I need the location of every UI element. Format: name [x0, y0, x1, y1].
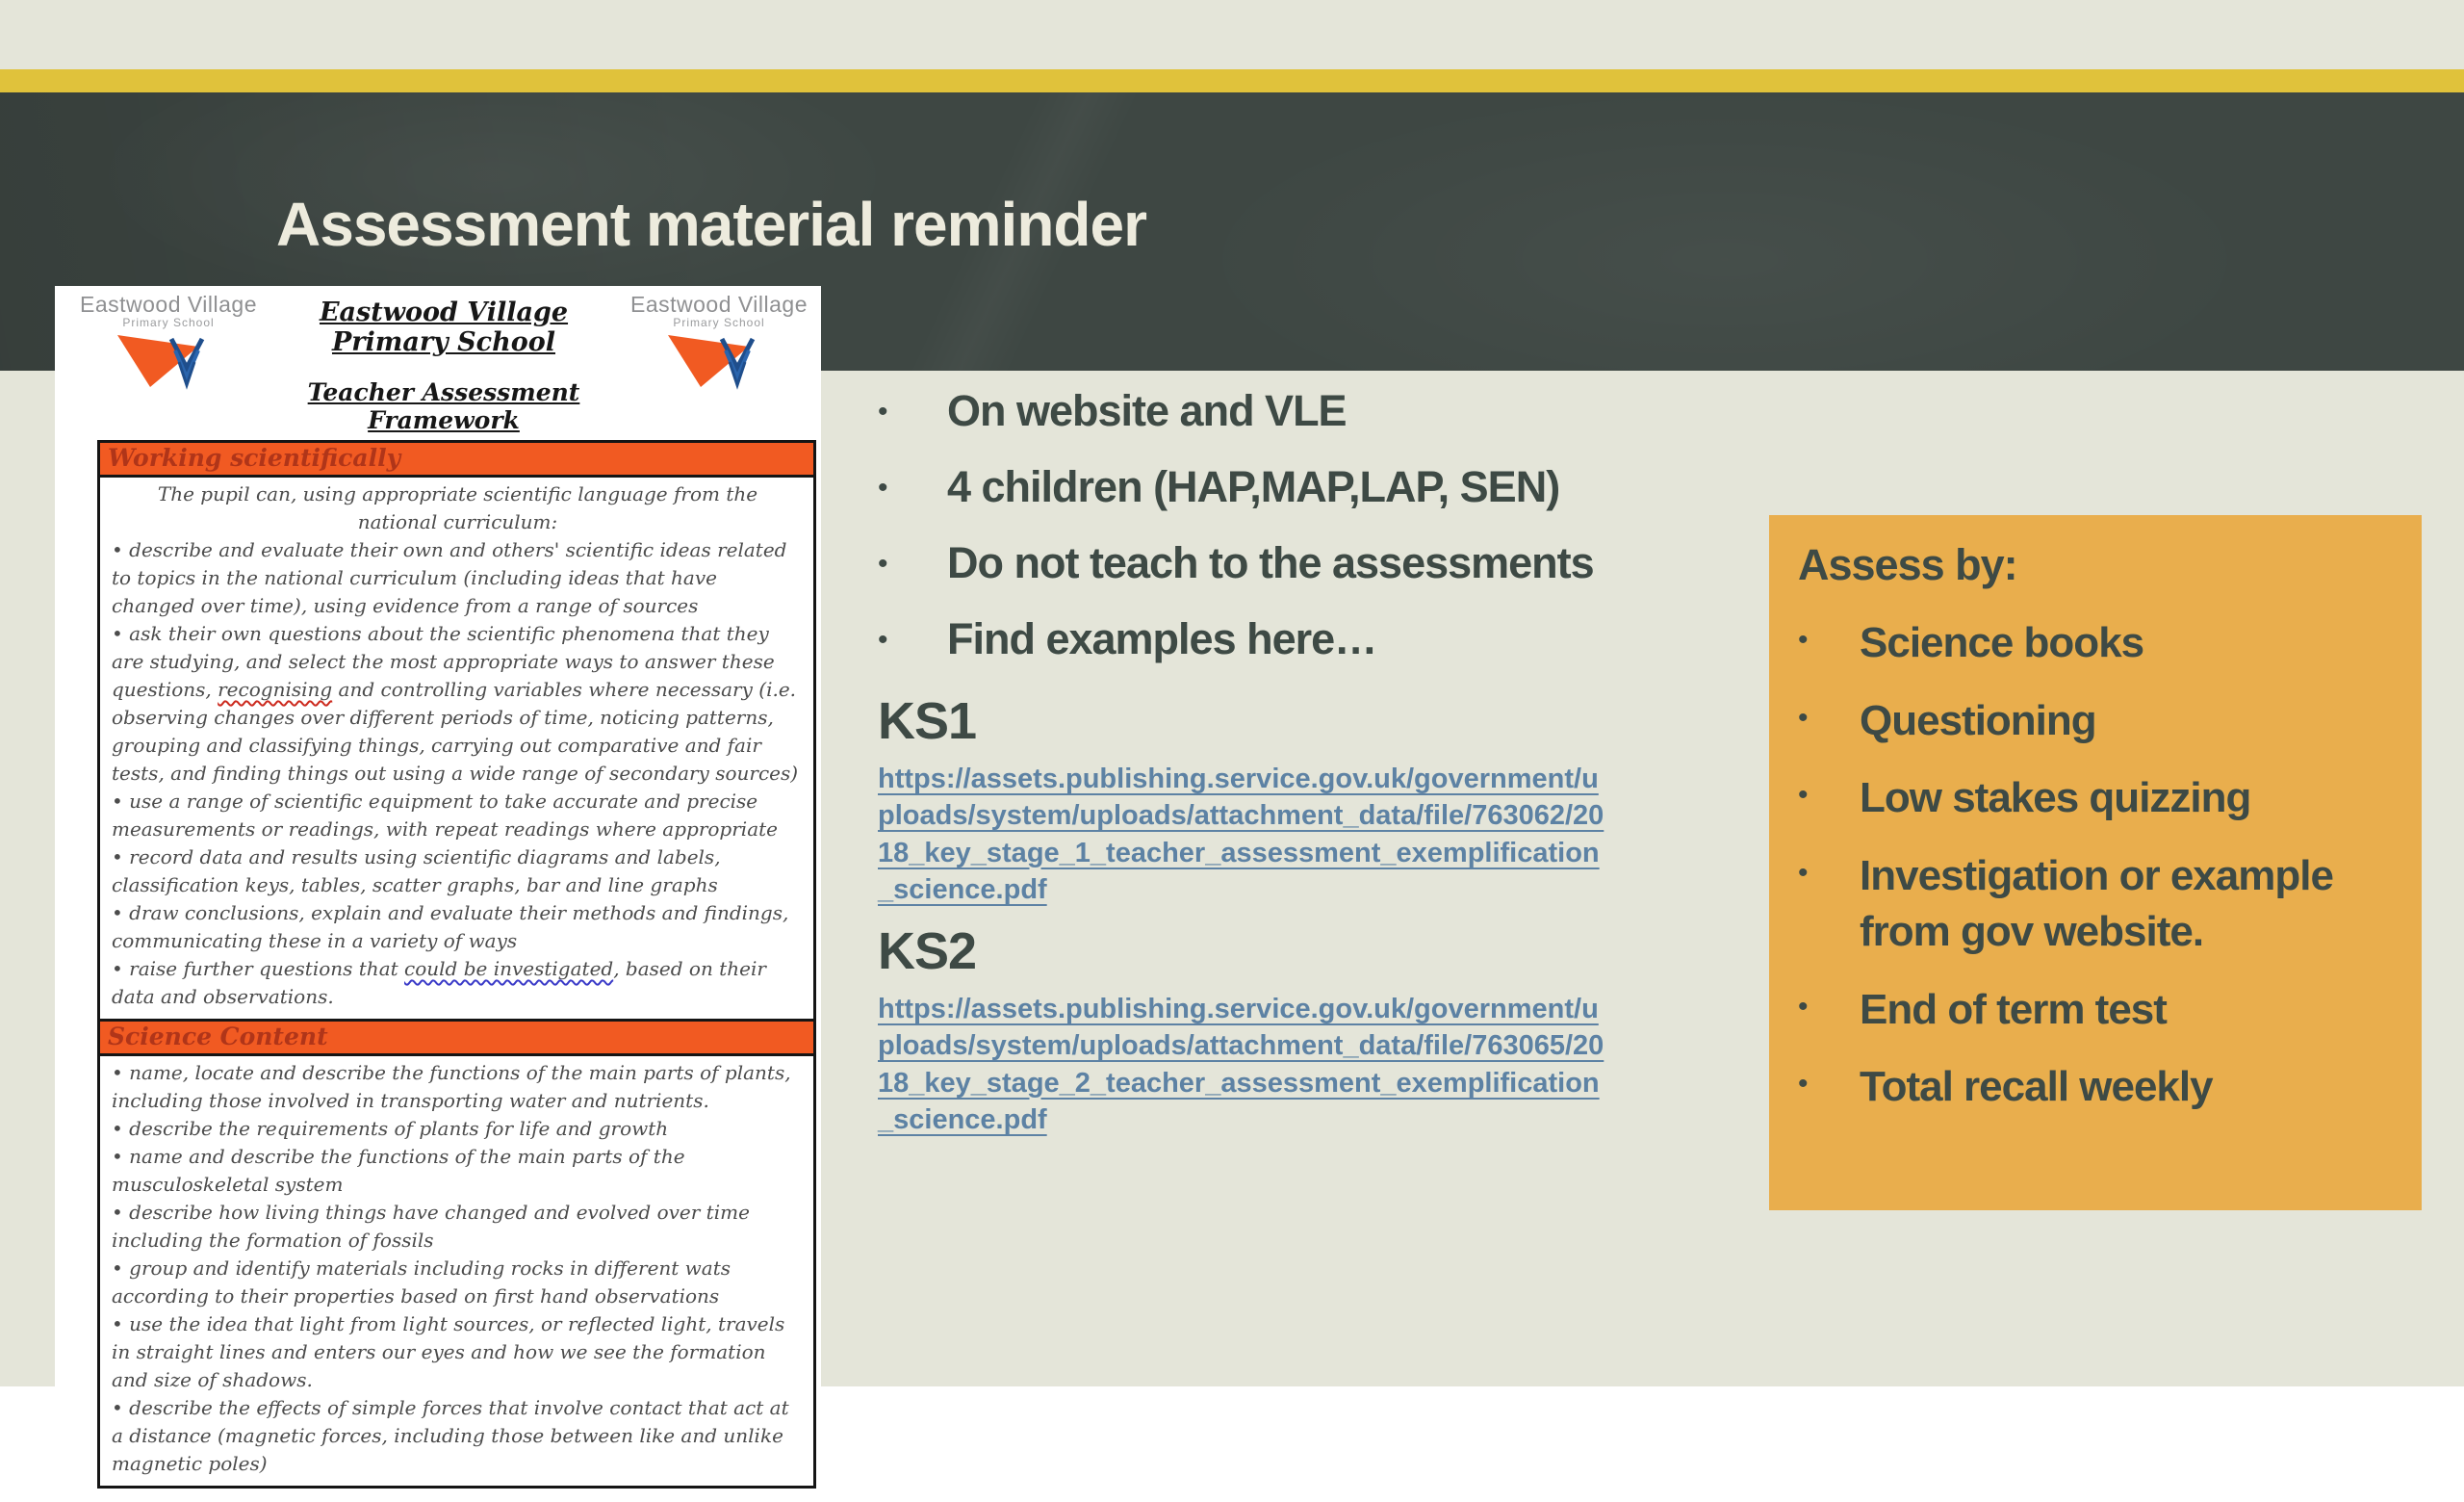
assess-by-list	[1798, 615, 2399, 1116]
doc-list-item	[112, 1059, 804, 1115]
assess-by-item	[1798, 770, 2399, 827]
bullet-dot-icon: •	[1798, 1068, 1809, 1101]
assess-by-item-text: Low stakes quizzing	[1860, 774, 2251, 822]
main-content-column	[878, 387, 1763, 1144]
doc-text-segment: raise further questions that	[129, 957, 405, 980]
doc-list-item	[112, 955, 804, 1011]
doc-list-item	[112, 1199, 804, 1255]
doc-list-item	[112, 788, 804, 843]
assess-by-box	[1769, 515, 2422, 1210]
spellcheck-marked-text: could be investigated	[404, 957, 614, 980]
slide-bullet-item	[878, 387, 1763, 437]
doc-text-segment: name and describe the functions of the main parts of the musculoskeletal system	[112, 1145, 685, 1196]
slide-bullet-list	[878, 387, 1763, 665]
doc-text-segment: draw conclusions, explain and evaluate their methods and findings, communicating these in a variety of ways	[112, 901, 789, 952]
doc-list-item	[112, 1115, 804, 1143]
slide-bullet-text: Do not teach to the assessments	[947, 538, 1594, 587]
slide-bullet-text: 4 children (HAP,MAP,LAP, SEN)	[947, 462, 1560, 511]
assess-by-item-text: Science books	[1860, 619, 2144, 666]
doc-text-segment: name, locate and describe the functions of the main parts of plants, including those involved in transporting water and nutrients.	[112, 1061, 791, 1112]
doc-list-item	[112, 1143, 804, 1199]
document-title-line2: Teacher Assessment Framework	[307, 378, 580, 434]
doc-text-segment: , based on their data and observations.	[112, 957, 766, 1008]
assess-by-item-text: Questioning	[1860, 696, 2096, 744]
slide-bullet-item	[878, 539, 1763, 589]
doc-list-item	[112, 536, 804, 620]
doc-text-segment: describe the effects of simple forces that involve contact that act at a distance (magnetic forces, including those between like and unlike magnetic poles)	[112, 1396, 789, 1475]
document-titles	[265, 294, 623, 434]
bullet-dot-icon: •	[1798, 856, 1809, 889]
ks1-heading: KS1	[878, 692, 977, 750]
school-logo-title: Eastwood Village	[629, 292, 808, 317]
document-title-line1: Eastwood Village Primary School	[319, 298, 569, 357]
slide-bullet-text: Find examples here…	[947, 614, 1377, 663]
school-triangle-logo-icon	[116, 331, 221, 391]
school-logo-subtitle: Primary School	[673, 316, 765, 329]
assess-by-item	[1798, 693, 2399, 750]
assess-by-item	[1798, 1059, 2399, 1116]
doc-list-item	[112, 1310, 804, 1394]
bullet-dot-icon: •	[1798, 990, 1809, 1023]
section-banner-science-content: Science Content	[100, 1019, 813, 1056]
assess-by-item-text: Total recall weekly	[1860, 1063, 2213, 1111]
doc-list-item	[112, 1255, 804, 1310]
science-content-body	[100, 1056, 813, 1486]
bullet-dot-icon: •	[878, 472, 888, 504]
working-scientifically-intro: The pupil can, using appropriate scientific language from the national curriculum:	[157, 482, 758, 533]
spellcheck-marked-text: recognising	[218, 678, 333, 701]
section-banner-working-scientifically: Working scientifically	[100, 443, 813, 478]
science-content-list	[112, 1059, 804, 1478]
ks2-heading: KS2	[878, 922, 977, 981]
school-logo-left	[72, 294, 265, 391]
assessment-framework-document	[55, 286, 821, 1502]
working-scientifically-body	[100, 478, 813, 1019]
school-logo-subtitle: Primary School	[122, 316, 215, 329]
doc-text-segment: record data and results using scientific diagrams and labels, classification keys, tables, scatter graphs, bar and line graphs	[112, 845, 721, 896]
assess-by-item	[1798, 848, 2399, 961]
assess-by-item	[1798, 982, 2399, 1039]
bullet-dot-icon: •	[1798, 779, 1809, 812]
doc-text-segment: use a range of scientific equipment to take accurate and precise measurements or readings, with repeat readings where appropriate	[112, 790, 778, 841]
bullet-dot-icon: •	[1798, 624, 1809, 656]
doc-list-item	[112, 620, 804, 788]
slide-bullet-item	[878, 463, 1763, 513]
doc-text-segment: and controlling variables where necessary (i.e. observing changes over different periods of time, noticing patterns, grouping and classifying things, carrying out comparative and fair tests, and finding things out using a wide range of secondary sources)	[112, 678, 799, 785]
doc-text-segment: describe how living things have changed and evolved over time including the formation of fossils	[112, 1201, 750, 1252]
assess-by-item-text: Investigation or example from gov website.	[1860, 851, 2333, 956]
doc-list-item	[112, 843, 804, 899]
ks2-assessment-link[interactable]: https://assets.publishing.service.gov.uk/government/uploads/system/uploads/attachment_data/file/763065/2018_key_stage_2_teacher_assessment_exemplification_science.pdf	[878, 994, 1604, 1135]
ks1-assessment-link[interactable]: https://assets.publishing.service.gov.uk/government/uploads/system/uploads/attachment_data/file/763062/2018_key_stage_1_teacher_assessment_exemplification_science.pdf	[878, 764, 1604, 905]
bullet-dot-icon: •	[878, 624, 888, 656]
doc-list-item	[112, 1394, 804, 1478]
assess-by-item	[1798, 615, 2399, 672]
bullet-dot-icon: •	[878, 548, 888, 580]
school-triangle-logo-icon	[666, 331, 772, 391]
document-header	[59, 292, 817, 440]
school-logo-right	[623, 294, 815, 391]
doc-text-segment: describe and evaluate their own and others' scientific ideas related to topics in the national curriculum (including ideas that have changed over time), using evidence from a range of sources	[112, 538, 787, 617]
accent-stripe	[0, 69, 2464, 92]
assess-by-title: Assess by:	[1798, 540, 2017, 589]
assessment-framework-table	[97, 440, 816, 1489]
doc-text-segment: ask their own questions about the scientific phenomena that they are studying, and select the most appropriate ways to answer these questions,	[112, 622, 775, 701]
doc-text-segment: group and identify materials including rocks in different wats according to their properties based on first hand observations	[112, 1256, 732, 1308]
slide-bullet-text: On website and VLE	[947, 386, 1347, 435]
school-logo-title: Eastwood Village	[79, 292, 258, 317]
doc-text-segment: use the idea that light from light sources, or reflected light, travels in straight lines and enters our eyes and how we see the formation and size of shadows.	[112, 1312, 785, 1391]
bullet-dot-icon: •	[1798, 701, 1809, 734]
working-scientifically-list	[112, 536, 804, 1011]
bullet-dot-icon: •	[878, 396, 888, 427]
assess-by-item-text: End of term test	[1860, 985, 2167, 1033]
page-title: Assessment material reminder	[276, 190, 1146, 259]
slide-bullet-item	[878, 615, 1763, 665]
doc-list-item	[112, 899, 804, 955]
doc-text-segment: describe the requirements of plants for life and growth	[129, 1117, 669, 1140]
